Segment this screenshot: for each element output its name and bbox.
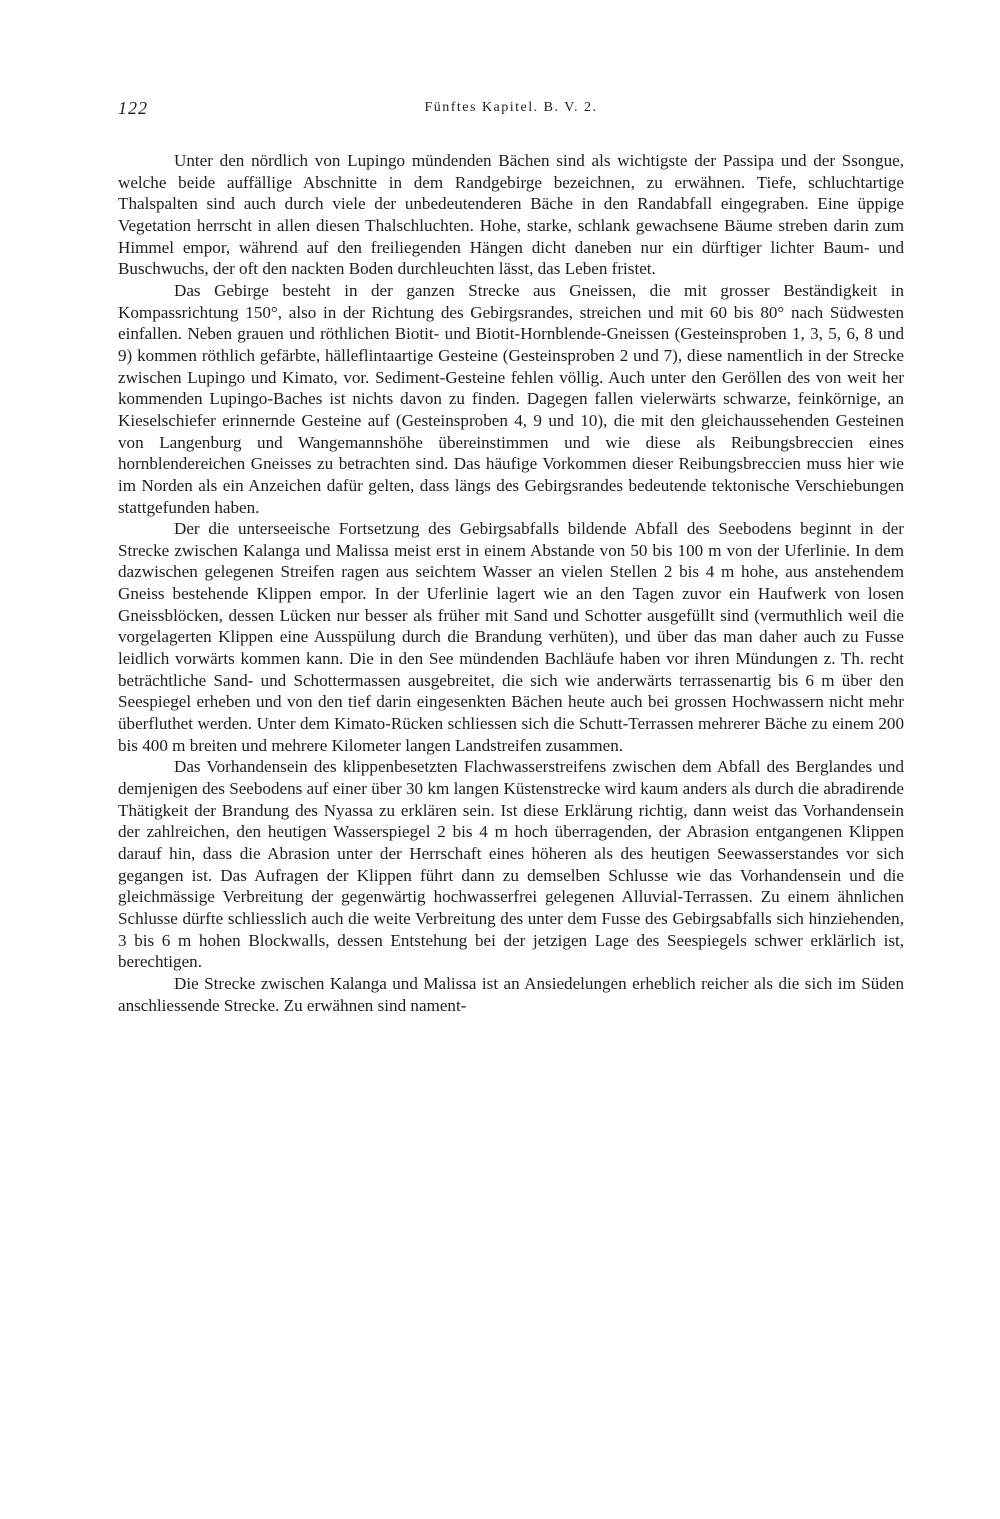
- chapter-heading: Fünftes Kapitel. B. V. 2.: [424, 100, 598, 115]
- paragraph-valleys: Unter den nördlich von Lupingo mündenden Bächen sind als wichtigste der Passipa und der Ssongue, welche beide auffällige Abschnitte in dem Randgebirge bezeichnen, zu erwähnen. Tiefe, schluchtartige Thalspalten sind auch durch viele der unbedeutenderen Bäche in den Randabfall eingegraben. Eine üppige Vegetation herrscht in allen diesen Thalschluchten. Hohe, starke, schlank gewachsene Bäume streben darin zum Himmel empor, während auf den freiliegenden Hängen dicht daneben nur ein dürftiger lichter Baum- und Buschwuchs, der oft den nackten Boden durchleuchten lässt, das Leben fristet.: [118, 151, 904, 279]
- paragraph-gneiss: Das Gebirge besteht in der ganzen Strecke aus Gneissen, die mit grosser Beständigkeit in Kompassrichtung 150°, also in der Richtung des Gebirgsrandes, streichen und mit 60 bis 80° nach Südwesten einfallen. Neben grauen und röthlichen Biotit- und Biotit-Hornblende-Gneissen (Gesteinsproben 1, 3, 5, 6, 8 und 9) kommen röthlich gefärbte, hälleflintaartige Gesteine (Gesteinsproben 2 und 7), diese namentlich in der Strecke zwischen Lupingo und Kimato, vor. Sediment-Gesteine fehlen völlig. Auch unter den Geröllen des von weit her kommenden Lupingo-Baches ist nichts davon zu finden. Dagegen fallen vielerwärts schwarze, feinkörnige, an Kieselschiefer erinnernde Gesteine auf (Gesteinsproben 4, 9 und 10), die mit den gleichaussehenden Gesteinen von Langenburg und Wangemannshöhe übereinstimmen und wie diese als Reibungsbreccien eines hornblendereichen Gneisses zu betrachten sind. Das häufige Vorkommen dieser Reibungsbreccien muss hier wie im Norden als ein Anzeichen dafür gelten, dass längs des Gebirgsrandes bedeutende tektonische Verschiebungen stattgefunden haben.: [118, 280, 904, 517]
- paragraph-abrasion: Das Vorhandensein des klippenbesetzten Flachwasserstreifens zwischen dem Abfall des Berglandes und demjenigen des Seebodens auf einer über 30 km langen Küstenstrecke wird kaum anders als durch die abradirende Thätigkeit der Brandung des Nyassa zu erklären sein. Ist diese Erklärung richtig, dann weist das Vorhandensein der zahlreichen, den heutigen Wasserspiegel 2 bis 4 m hoch überragenden, der Abrasion entgangenen Klippen darauf hin, dass die Abrasion unter der Herrschaft eines höheren als des heutigen Seewasserstandes vor sich gegangen ist. Das Aufragen der Klippen führt dann zu demselben Schlusse wie das Vorhandensein und die gleichmässige Verbreitung der gegenwärtig hochwasserfrei gelegenen Alluvial-Terrassen. Zu einem ähnlichen Schlusse dürfte schliesslich auch die weite Verbreitung des unter dem Fusse des Gebirgsabfalls sich hinziehenden, 3 bis 6 m hohen Blockwalls, dessen Entstehung bei der jetzigen Lage des Seespiegels schwer erklärlich ist, berechtigen.: [118, 757, 904, 972]
- body-text: [118, 150, 904, 1016]
- paragraph-seabed: Der die unterseeische Fortsetzung des Gebirgsabfalls bildende Abfall des Seebodens beginnt in der Strecke zwischen Kalanga und Malissa meist erst in einem Abstande von 50 bis 100 m von der Uferlinie. In dem dazwischen gelegenen Streifen ragen aus seichtem Wasser an vielen Stellen 2 bis 4 m hohe, aus anstehendem Gneiss bestehende Klippen empor. In der Uferlinie lagert wie an den Tagen zuvor ein Haufwerk von losen Gneissblöcken, dessen Lücken nur besser als früher mit Sand und Schotter ausgefüllt sind (vermuthlich weil die vorgelagerten Klippen eine Ausspülung durch die Brandung verhüten), und über das man daher auch zu Fusse leidlich vorwärts kommen kann. Die in den See mündenden Bachläufe haben vor ihren Mündungen z. Th. recht beträchtliche Sand- und Schottermassen ausgebreitet, die sich wie anderwärts terrassenartig bis 6 m über den Seespiegel erheben und von den tief darin eingesenkten Bächen heute auch bei grossen Hochwassern nicht mehr überfluthet werden. Unter dem Kimato-Rücken schliessen sich die Schutt-Terrassen mehrerer Bäche zu einem 200 bis 400 m breiten und mehrere Kilometer langen Landstreifen zusammen.: [118, 519, 904, 755]
- paragraph-settlements: Die Strecke zwischen Kalanga und Malissa ist an Ansiedelungen erheblich reicher als die sich im Süden anschliessende Strecke. Zu erwähnen sind nament-: [118, 973, 904, 1015]
- page-number: 122: [118, 98, 148, 118]
- running-head: [118, 98, 904, 128]
